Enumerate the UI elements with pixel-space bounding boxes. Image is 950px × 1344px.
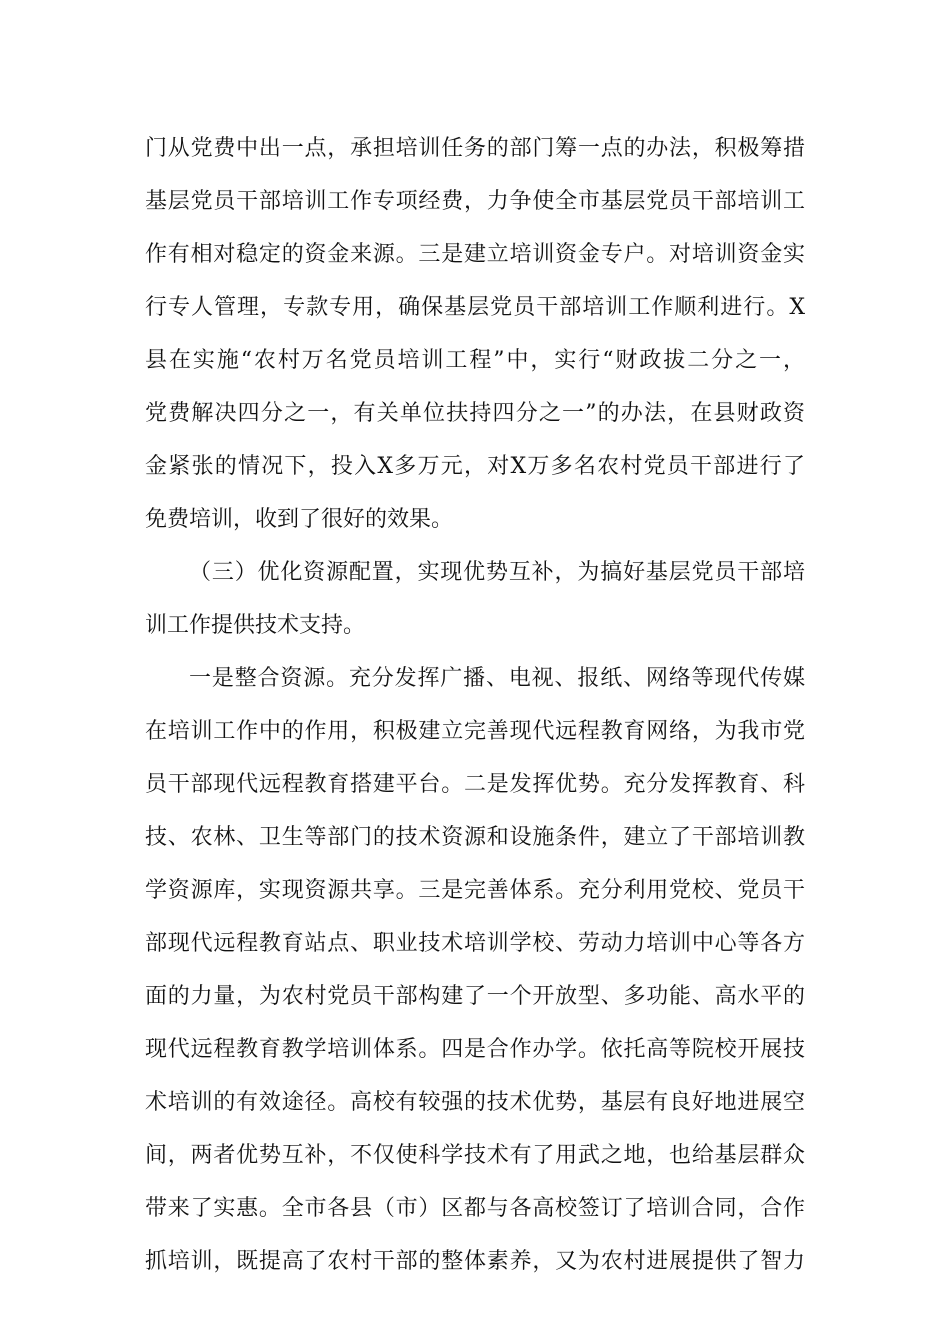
text-line: [145, 929, 805, 959]
text-line-content: 技、农林、卫生等部门的技术资源和设施条件，建立了干部培训教: [145, 825, 805, 850]
text-line: [145, 240, 805, 270]
text-line-content: 作有相对稳定的资金来源。三是建立培训资金专户。对培训资金实: [145, 242, 805, 267]
text-line-content: 抓培训，既提高了农村干部的整体素养，又为农村进展提供了智力: [145, 1249, 805, 1274]
text-line: [145, 1194, 805, 1224]
text-line-content: 员干部现代远程教育搭建平台。二是发挥优势。充分发挥教育、科: [145, 772, 805, 797]
section-heading: （三）优化资源配置，实现优势互补，为搞好基层党员干部培: [189, 560, 805, 585]
text-line-content: 间，两者优势互补，不仅使科学技术有了用武之地，也给基层群众: [145, 1143, 805, 1168]
text-line-content: 基层党员干部培训工作专项经费，力争使全市基层党员干部培训工: [145, 189, 805, 214]
text-line-content: 学资源库，实现资源共享。三是完善体系。充分利用党校、党员干: [145, 878, 805, 903]
text-line-content: 党费解决四分之一，有关单位扶持四分之一”的办法，在县财政资: [145, 401, 805, 426]
text-line-content: 部现代远程教育站点、职业技术培训学校、劳动力培训中心等各方: [145, 931, 805, 956]
text-line-content: 县在实施“农村万名党员培训工程”中，实行“财政拔二分之一，: [145, 348, 805, 373]
section-heading: 训工作提供技术支持。: [145, 613, 366, 638]
section-heading-line: [189, 558, 805, 588]
text-line: [145, 293, 805, 323]
text-line: [145, 1247, 805, 1277]
text-line-content: 术培训的有效途径。高校有较强的技术优势，基层有良好地进展空: [145, 1090, 805, 1115]
text-line: [145, 505, 805, 535]
text-line: [145, 982, 805, 1012]
text-line: [189, 664, 805, 694]
text-line-content: 在培训工作中的作用，积极建立完善现代远程教育网络，为我市党: [145, 719, 805, 744]
text-line: [145, 399, 805, 429]
text-line-content: 现代远程教育教学培训体系。四是合作办学。依托高等院校开展技: [145, 1037, 805, 1062]
text-line-content: 行专人管理，专款专用，确保基层党员干部培训工作顺利进行。X: [145, 295, 805, 320]
text-line: [145, 1141, 805, 1171]
text-line: [145, 187, 805, 217]
text-line-content: 面的力量，为农村党员干部构建了一个开放型、多功能、高水平的: [145, 984, 805, 1009]
section-heading-line: [145, 611, 805, 641]
text-line-content: 门从党费中出一点，承担培训任务的部门筹一点的办法，积极筹措: [145, 136, 805, 161]
text-line-content: 一是整合资源。充分发挥广播、电视、报纸、网络等现代传媒: [189, 666, 805, 691]
text-line-content: 带来了实惠。全市各县（市）区都与各高校签订了培训合同，合作: [145, 1196, 805, 1221]
text-line: [145, 452, 805, 482]
text-line-content: 金紧张的情况下，投入X多万元，对X万多名农村党员干部进行了: [145, 454, 805, 479]
text-line: [145, 717, 805, 747]
text-line: [145, 346, 805, 376]
text-line: [145, 823, 805, 853]
text-line: [145, 876, 805, 906]
text-line-content: 免费培训，收到了很好的效果。: [145, 507, 454, 532]
text-line: [145, 770, 805, 800]
text-line: [145, 1088, 805, 1118]
text-line: [145, 1035, 805, 1065]
text-line: [145, 134, 805, 164]
